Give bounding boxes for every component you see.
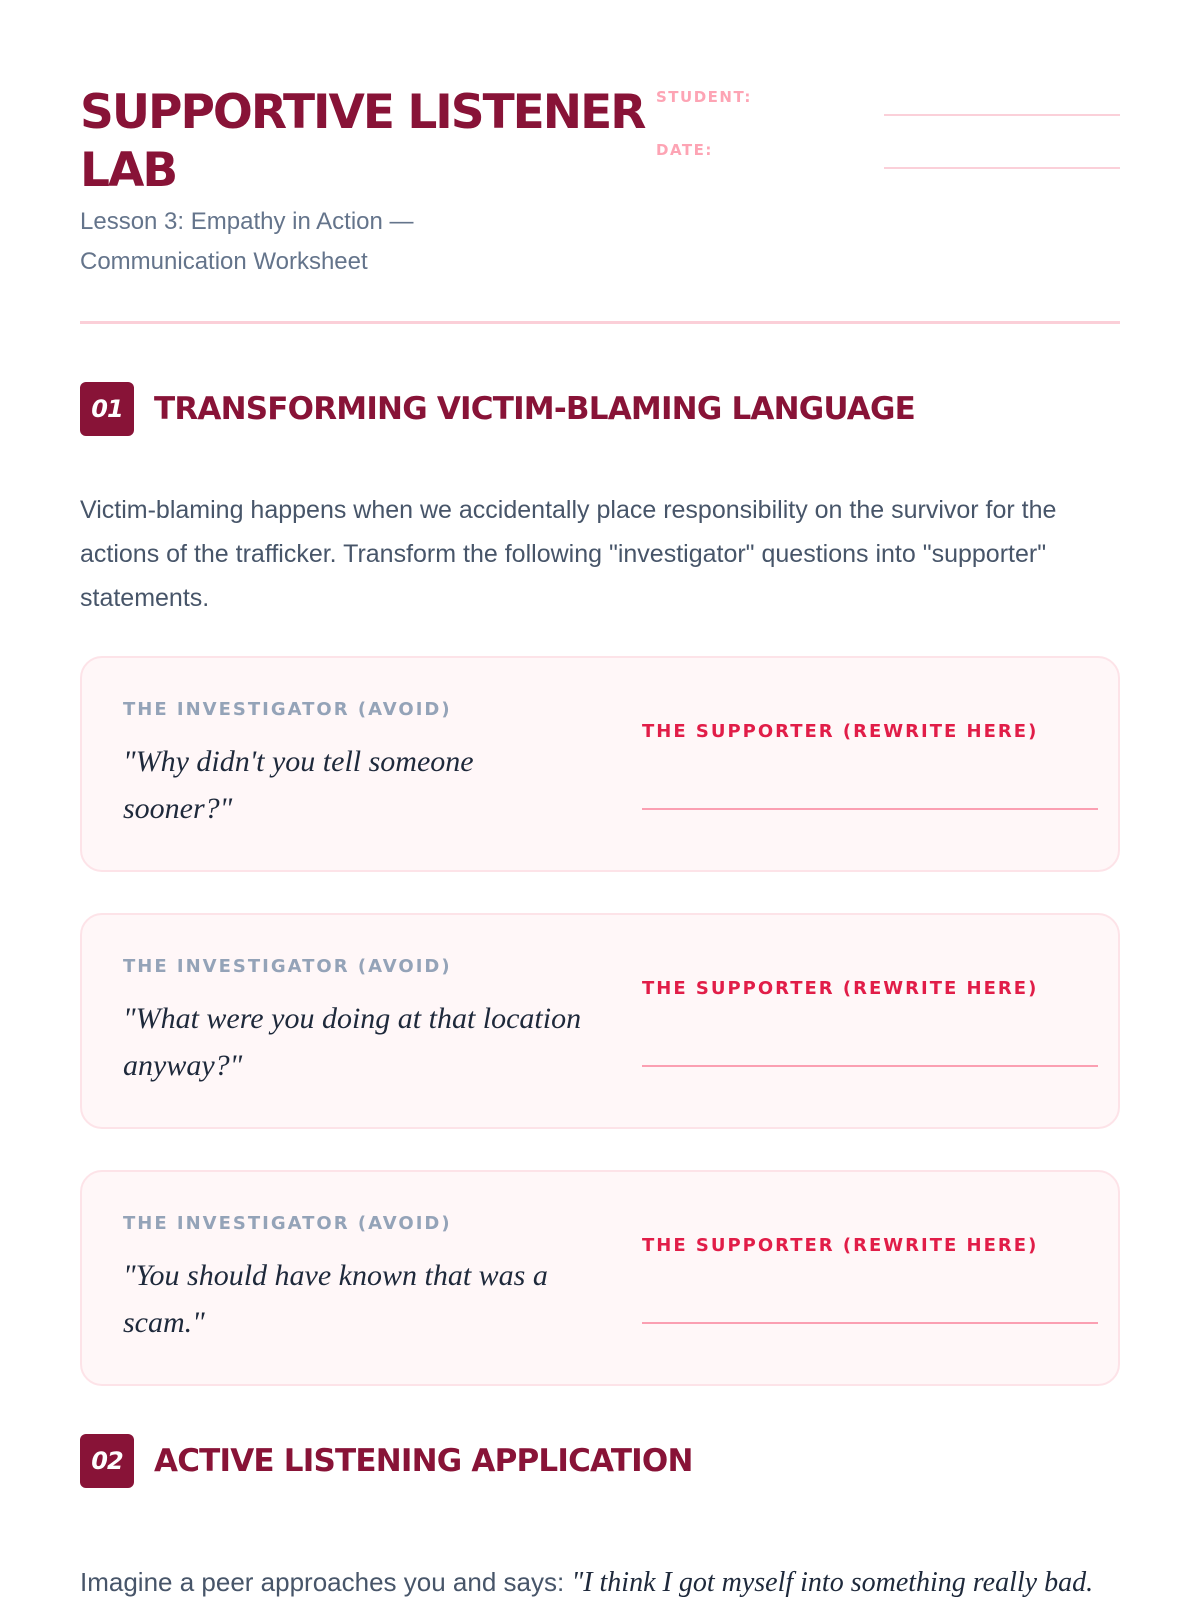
date-line[interactable]	[884, 167, 1120, 169]
rewrite-card	[80, 1170, 1120, 1386]
section-title: TRANSFORMING VICTIM-BLAMING LANGUAGE	[154, 391, 916, 427]
investigator-quote: "You should have known that was a scam."	[123, 1259, 548, 1339]
section-intro: Victim-blaming happens when we accidentally place responsibility on the survivor for the actions of the trafficker. Transform the following "investigator" questions into "supporter" statements.	[80, 496, 1057, 612]
investigator-label: THE INVESTIGATOR (AVOID)	[123, 699, 452, 720]
page-subtitle: Lesson 3: Empathy in Action — Communication Worksheet	[80, 208, 414, 275]
date-label: DATE:	[656, 141, 713, 159]
investigator-quote: "Why didn't you tell someone sooner?"	[123, 745, 474, 825]
student-field	[656, 88, 1120, 124]
supporter-answer-line[interactable]	[642, 1322, 1098, 1324]
student-name-line[interactable]	[884, 114, 1120, 116]
supporter-column	[642, 975, 1098, 1003]
supporter-column	[642, 718, 1098, 746]
investigator-label: THE INVESTIGATOR (AVOID)	[123, 956, 452, 977]
section-heading-02	[80, 1434, 1120, 1488]
section-number-badge: 02	[80, 1434, 134, 1488]
worksheet-header	[80, 80, 1120, 324]
peer-quote: "I think I got myself into something really bad.	[571, 1567, 1094, 1598]
rewrite-card	[80, 913, 1120, 1129]
section-intro	[80, 1560, 1180, 1600]
supporter-column	[642, 1232, 1098, 1260]
date-field	[656, 141, 1120, 177]
supporter-answer-line[interactable]	[642, 808, 1098, 810]
intro-prefix: Imagine a peer approaches you and says:	[80, 1567, 572, 1597]
section-heading-01	[80, 382, 1120, 436]
investigator-column	[123, 953, 583, 1089]
supporter-label: THE SUPPORTER (REWRITE HERE)	[642, 978, 1039, 999]
section-title: ACTIVE LISTENING APPLICATION	[154, 1443, 693, 1479]
rewrite-card	[80, 656, 1120, 872]
investigator-quote: "What were you doing at that location anyway?"	[123, 1002, 582, 1082]
student-label: STUDENT:	[656, 88, 752, 106]
supporter-label: THE SUPPORTER (REWRITE HERE)	[642, 721, 1039, 742]
supporter-label: THE SUPPORTER (REWRITE HERE)	[642, 1235, 1039, 1256]
supporter-answer-line[interactable]	[642, 1065, 1098, 1067]
section-number-badge: 01	[80, 382, 134, 436]
page-title: SUPPORTIVE LISTENER LAB	[80, 85, 645, 198]
investigator-column	[123, 1210, 583, 1346]
investigator-label: THE INVESTIGATOR (AVOID)	[123, 1213, 452, 1234]
investigator-column	[123, 696, 583, 832]
